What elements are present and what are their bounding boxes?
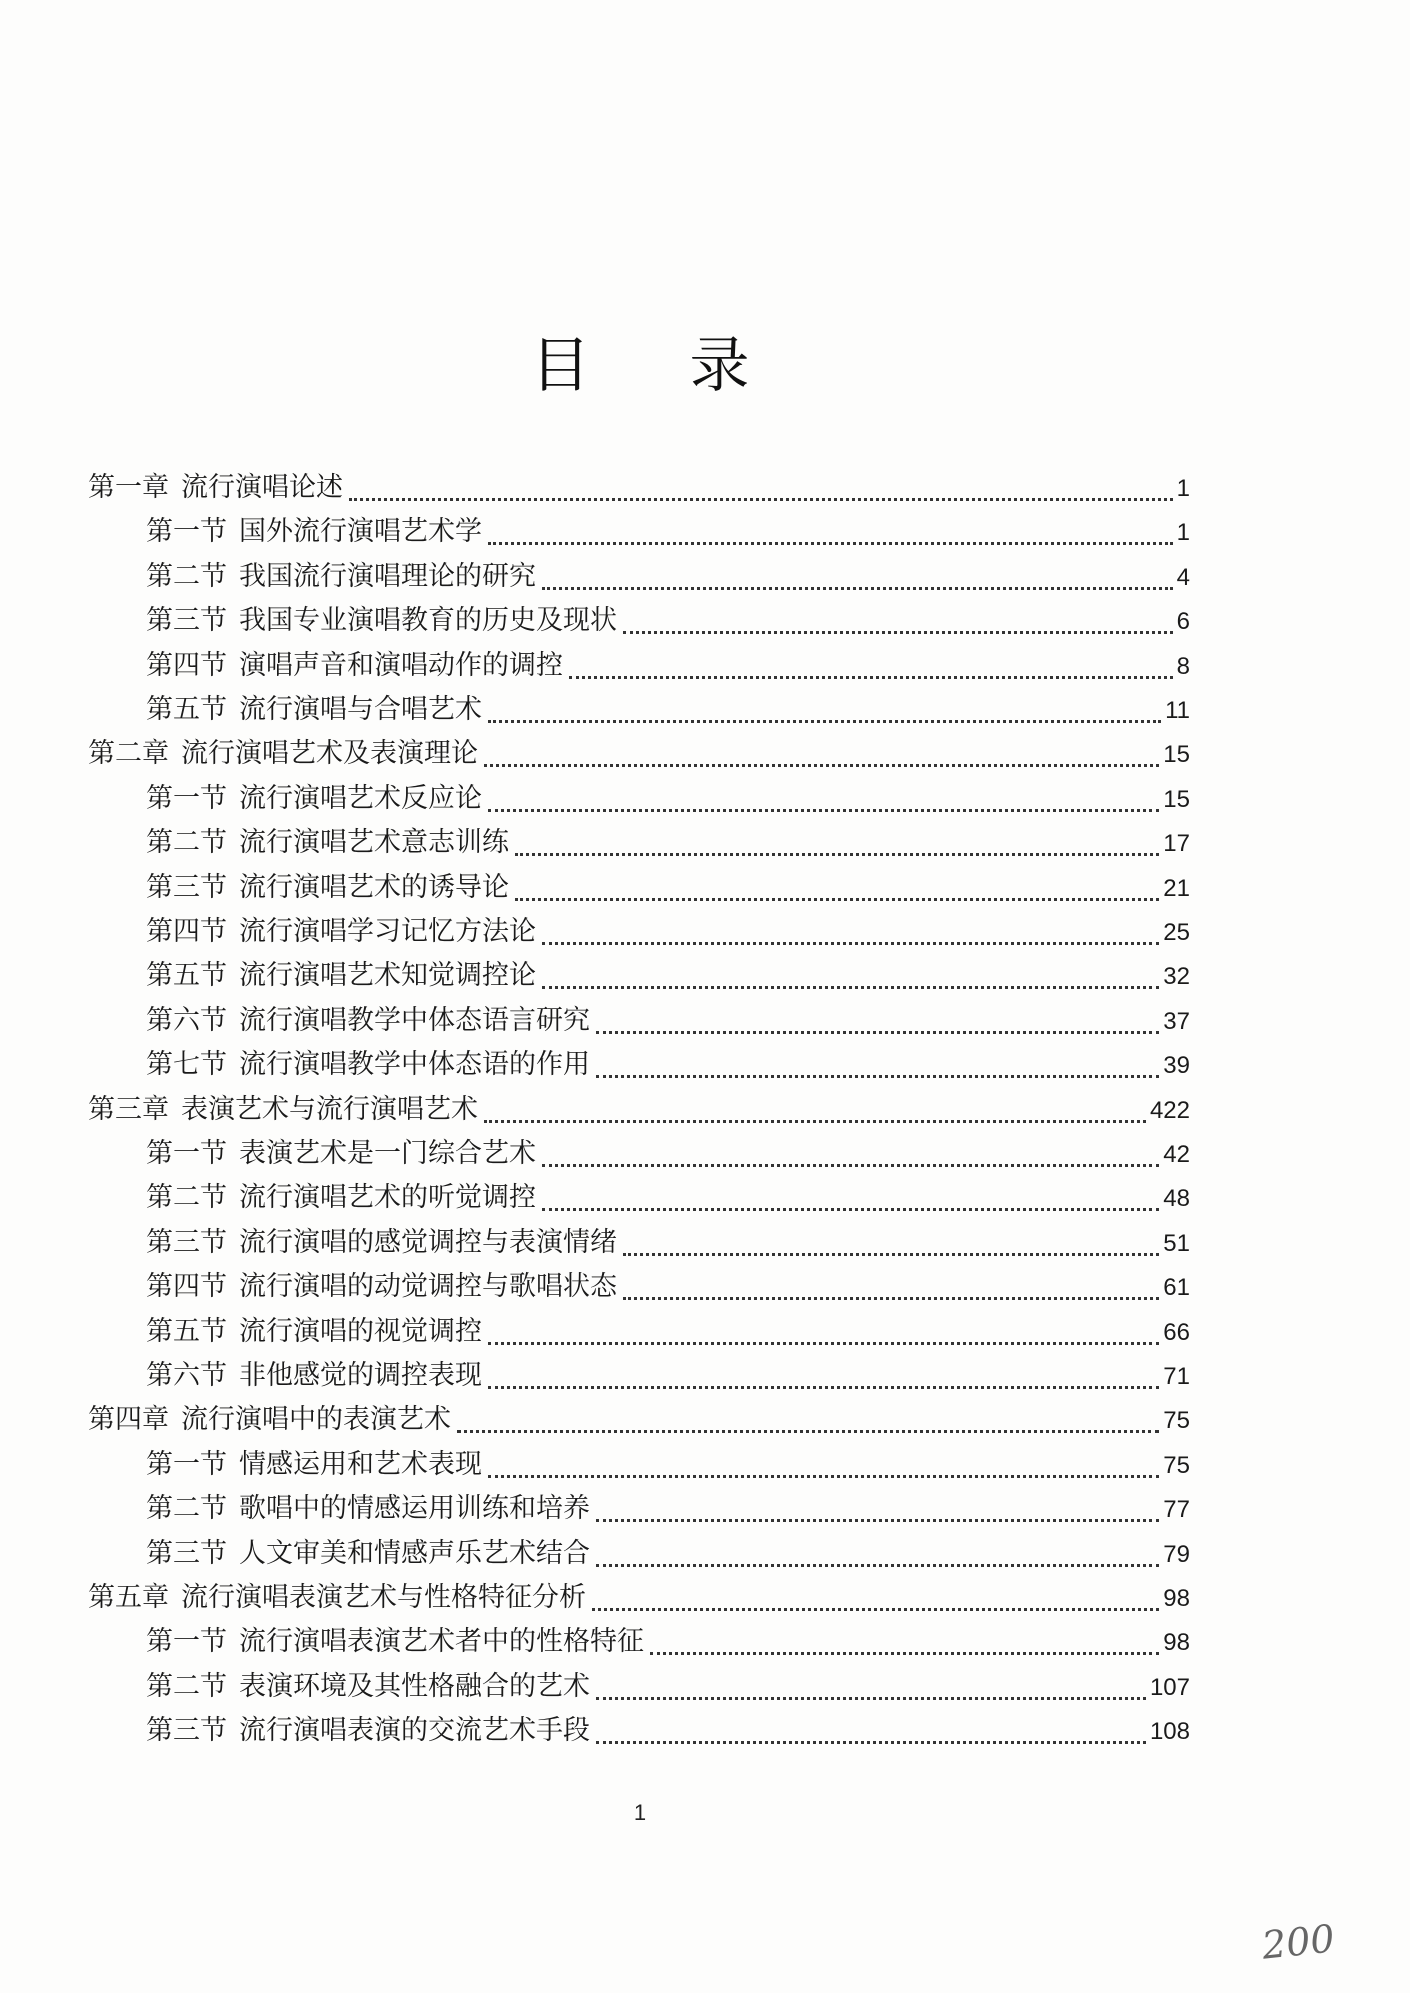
toc-entry-title: 流行演唱表演艺术与性格特征分析	[181, 1582, 586, 1613]
toc-dot-leader	[515, 898, 1159, 901]
toc-entry-title: 非他感觉的调控表现	[239, 1360, 482, 1391]
toc-entry-label	[146, 821, 509, 865]
toc-entry-number: 第七节	[146, 1049, 227, 1081]
toc-entry-number: 第五节	[146, 1315, 227, 1347]
toc-section-entry[interactable]	[146, 599, 1190, 643]
toc-entry-label	[146, 1709, 590, 1753]
toc-entry-label	[146, 1354, 482, 1398]
toc-section-entry[interactable]	[146, 1443, 1190, 1487]
toc-entry-number: 第三节	[146, 871, 227, 903]
toc-entry-page: 39	[1163, 1052, 1190, 1080]
toc-entry-page: 107	[1149, 1673, 1190, 1701]
toc-section-entry[interactable]	[146, 555, 1190, 599]
toc-dot-leader	[596, 1741, 1146, 1744]
toc-entry-page: 21	[1163, 874, 1190, 902]
toc-section-entry[interactable]	[146, 999, 1190, 1043]
toc-entry-page: 108	[1149, 1718, 1190, 1746]
toc-entry-page: 98	[1163, 1629, 1190, 1657]
toc-dot-leader	[650, 1652, 1159, 1655]
toc-entry-page: 51	[1163, 1229, 1190, 1257]
toc-section-entry[interactable]	[146, 1310, 1190, 1354]
toc-section-entry[interactable]	[146, 1221, 1190, 1265]
toc-entry-title: 情感运用和艺术表现	[239, 1448, 482, 1480]
toc-entry-number: 第一节	[146, 782, 227, 814]
toc-entry-number: 第三节	[146, 1715, 227, 1747]
toc-entry-number: 第一节	[146, 1448, 227, 1480]
toc-entry-number: 第一节	[146, 1626, 227, 1658]
toc-entry-page: 37	[1163, 1007, 1190, 1035]
toc-entry-label	[146, 777, 482, 821]
toc-entry-title: 流行演唱艺术及表演理论	[181, 738, 478, 770]
toc-entry-title: 人文审美和情感声乐艺术结合	[239, 1537, 590, 1569]
toc-dot-leader	[542, 986, 1159, 989]
toc-section-entry[interactable]	[146, 1665, 1190, 1709]
toc-entry-number: 第五节	[146, 694, 227, 725]
toc-chapter-entry[interactable]	[88, 1576, 1190, 1620]
toc-dot-leader	[623, 1253, 1159, 1256]
toc-entry-number: 第一节	[146, 516, 227, 548]
toc-entry-number: 第二节	[146, 1493, 227, 1525]
toc-dot-leader	[542, 1208, 1159, 1211]
toc-entry-page: 1	[1176, 475, 1190, 502]
toc-entry-number: 第二节	[146, 1182, 227, 1214]
toc-entry-label	[146, 1532, 590, 1576]
toc-entry-number: 第四节	[146, 916, 227, 947]
toc-section-entry[interactable]	[146, 1532, 1190, 1576]
toc-entry-label	[88, 1576, 586, 1620]
toc-entry-title: 流行演唱论述	[181, 472, 343, 503]
toc-entry-label	[88, 466, 343, 510]
toc-entry-number: 第四节	[146, 1271, 227, 1303]
toc-dot-leader	[592, 1608, 1159, 1611]
toc-entry-page: 98	[1163, 1585, 1190, 1612]
toc-entry-number: 第二节	[146, 1670, 227, 1702]
toc-entry-page: 66	[1163, 1318, 1190, 1346]
toc-dot-leader	[623, 1297, 1159, 1300]
toc-entry-number: 第六节	[146, 1360, 227, 1391]
toc-entry-title: 表演艺术与流行演唱艺术	[181, 1093, 478, 1125]
toc-entry-title: 流行演唱教学中体态语的作用	[239, 1049, 590, 1081]
toc-entry-page: 15	[1163, 785, 1190, 813]
toc-entry-number: 第一节	[146, 1138, 227, 1169]
toc-entry-title: 流行演唱与合唱艺术	[239, 694, 482, 725]
toc-dot-leader	[596, 1031, 1159, 1034]
toc-entry-label	[146, 1620, 644, 1664]
toc-entry-title: 流行演唱艺术的诱导论	[239, 871, 509, 903]
toc-entry-page: 17	[1163, 830, 1190, 858]
toc-entry-label	[146, 510, 482, 554]
toc-entry-page: 4	[1176, 563, 1190, 591]
toc-dot-leader	[596, 1564, 1159, 1567]
toc-dot-leader	[596, 1697, 1146, 1700]
toc-section-entry[interactable]	[146, 866, 1190, 910]
toc-entry-number: 第一章	[88, 472, 169, 503]
toc-entry-page: 11	[1165, 697, 1190, 724]
toc-entry-number: 第三节	[146, 1226, 227, 1258]
toc-entry-label	[146, 999, 590, 1043]
toc-entry-number: 第五节	[146, 960, 227, 992]
toc-entry-title: 表演环境及其性格融合的艺术	[239, 1670, 590, 1702]
toc-entry-page: 61	[1163, 1274, 1190, 1302]
handwritten-note: 200	[1259, 1916, 1337, 1968]
toc-chapter-entry[interactable]	[88, 732, 1190, 776]
toc-entry-title: 演唱声音和演唱动作的调控	[239, 649, 563, 681]
toc-entry-number: 第四节	[146, 649, 227, 681]
toc-entry-page: 32	[1163, 963, 1190, 991]
toc-entry-label	[146, 1221, 617, 1265]
toc-entry-label	[146, 688, 482, 732]
toc-section-entry[interactable]	[146, 910, 1190, 954]
toc-section-entry[interactable]	[146, 1487, 1190, 1531]
toc-entry-title: 流行演唱中的表演艺术	[181, 1404, 451, 1436]
toc-entry-title: 流行演唱学习记忆方法论	[239, 916, 536, 947]
toc-entry-title: 流行演唱表演艺术者中的性格特征	[239, 1626, 644, 1658]
toc-dot-leader	[515, 853, 1159, 856]
toc-entry-label	[146, 644, 563, 688]
toc-entry-page: 42	[1163, 1141, 1190, 1168]
toc-entry-page: 48	[1163, 1185, 1190, 1213]
toc-dot-leader	[596, 1075, 1159, 1078]
toc-dot-leader	[542, 942, 1159, 945]
toc-entry-title: 流行演唱的感觉调控与表演情绪	[239, 1226, 617, 1258]
toc-entry-title: 流行演唱艺术的听觉调控	[239, 1182, 536, 1214]
toc-entry-label	[146, 1176, 536, 1220]
toc-entry-page: 422	[1149, 1096, 1190, 1124]
toc-dot-leader	[488, 1475, 1159, 1478]
toc-entry-label	[88, 732, 478, 776]
toc-entry-label	[146, 599, 617, 643]
toc-entry-label	[88, 1398, 451, 1442]
toc-section-entry[interactable]	[146, 821, 1190, 865]
toc-dot-leader	[623, 631, 1173, 634]
toc-entry-label	[146, 1487, 590, 1531]
toc-section-entry[interactable]	[146, 1354, 1190, 1398]
toc-dot-leader	[349, 498, 1173, 501]
toc-entry-label	[146, 910, 536, 954]
toc-entry-page: 8	[1176, 652, 1190, 680]
toc-entry-page: 77	[1163, 1496, 1190, 1524]
toc-entry-title: 歌唱中的情感运用训练和培养	[239, 1493, 590, 1525]
toc-entry-label	[146, 954, 536, 998]
toc-entry-page: 25	[1163, 919, 1190, 946]
toc-entry-title: 表演艺术是一门综合艺术	[239, 1138, 536, 1169]
toc-entry-page: 75	[1163, 1407, 1190, 1435]
toc-dot-leader	[488, 542, 1173, 545]
toc-section-entry[interactable]	[146, 688, 1190, 732]
toc-entry-number: 第二章	[88, 738, 169, 770]
toc-entry-page: 6	[1176, 608, 1190, 636]
toc-dot-leader	[569, 676, 1173, 679]
toc-entry-label	[88, 1088, 478, 1132]
toc-chapter-entry[interactable]	[88, 466, 1190, 510]
toc-entry-label	[146, 1665, 590, 1709]
toc-dot-leader	[457, 1430, 1159, 1433]
toc-dot-leader	[484, 764, 1159, 767]
toc-entry-label	[146, 1443, 482, 1487]
toc-entry-title: 流行演唱艺术意志训练	[239, 827, 509, 859]
toc-section-entry[interactable]	[146, 510, 1190, 554]
toc-entry-label	[146, 1310, 482, 1354]
toc-entry-number: 第三节	[146, 1537, 227, 1569]
footer-page-number: 1	[633, 1800, 647, 1825]
toc-entry-title: 流行演唱艺术知觉调控论	[239, 960, 536, 992]
toc-dot-leader	[542, 1164, 1159, 1167]
toc-dot-leader	[484, 1120, 1146, 1123]
toc-entry-number: 第六节	[146, 1004, 227, 1036]
toc-entry-number: 第二节	[146, 560, 227, 592]
toc-entry-page: 75	[1163, 1451, 1190, 1479]
toc-entry-label	[146, 1132, 536, 1176]
toc-entry-number: 第五章	[88, 1582, 169, 1613]
toc-section-entry[interactable]	[146, 1176, 1190, 1220]
toc-chapter-entry[interactable]	[88, 1398, 1190, 1442]
toc-section-entry[interactable]	[146, 1265, 1190, 1309]
toc-section-entry[interactable]	[146, 777, 1190, 821]
toc-entry-page: 79	[1163, 1540, 1190, 1568]
toc-entry-title: 流行演唱艺术反应论	[239, 782, 482, 814]
toc-section-entry[interactable]	[146, 1043, 1190, 1087]
toc-entry-number: 第二节	[146, 827, 227, 859]
toc-entry-label	[146, 1265, 617, 1309]
toc-entry-number: 第三节	[146, 605, 227, 637]
toc-entry-page: 15	[1163, 741, 1190, 769]
toc-entry-title: 流行演唱的视觉调控	[239, 1315, 482, 1347]
toc-entry-number: 第四章	[88, 1404, 169, 1436]
toc-entry-title: 我国专业演唱教育的历史及现状	[239, 605, 617, 637]
toc-dot-leader	[488, 720, 1161, 723]
toc-entry-title: 流行演唱表演的交流艺术手段	[239, 1715, 590, 1747]
toc-dot-leader	[596, 1519, 1159, 1522]
toc-chapter-entry[interactable]	[88, 1088, 1190, 1132]
toc-entry-label	[146, 1043, 590, 1087]
toc-section-entry[interactable]	[146, 954, 1190, 998]
toc-dot-leader	[488, 809, 1159, 812]
toc-entry-page: 1	[1176, 519, 1190, 547]
toc-section-entry[interactable]	[146, 644, 1190, 688]
toc-entry-title: 流行演唱教学中体态语言研究	[239, 1004, 590, 1036]
toc-section-entry[interactable]	[146, 1132, 1190, 1176]
toc-section-entry[interactable]	[146, 1620, 1190, 1664]
toc-entry-title: 国外流行演唱艺术学	[239, 516, 482, 548]
page-title: 目 录	[530, 331, 790, 401]
toc-dot-leader	[488, 1342, 1159, 1345]
toc-dot-leader	[542, 587, 1173, 590]
toc-entry-number: 第三章	[88, 1093, 169, 1125]
toc-entry-title: 流行演唱的动觉调控与歌唱状态	[239, 1271, 617, 1303]
toc-dot-leader	[488, 1386, 1159, 1389]
toc-entry-label	[146, 866, 509, 910]
toc-entry-page: 71	[1163, 1363, 1190, 1390]
toc-section-entry[interactable]	[146, 1709, 1190, 1753]
toc-entry-label	[146, 555, 536, 599]
toc-entry-title: 我国流行演唱理论的研究	[239, 560, 536, 592]
